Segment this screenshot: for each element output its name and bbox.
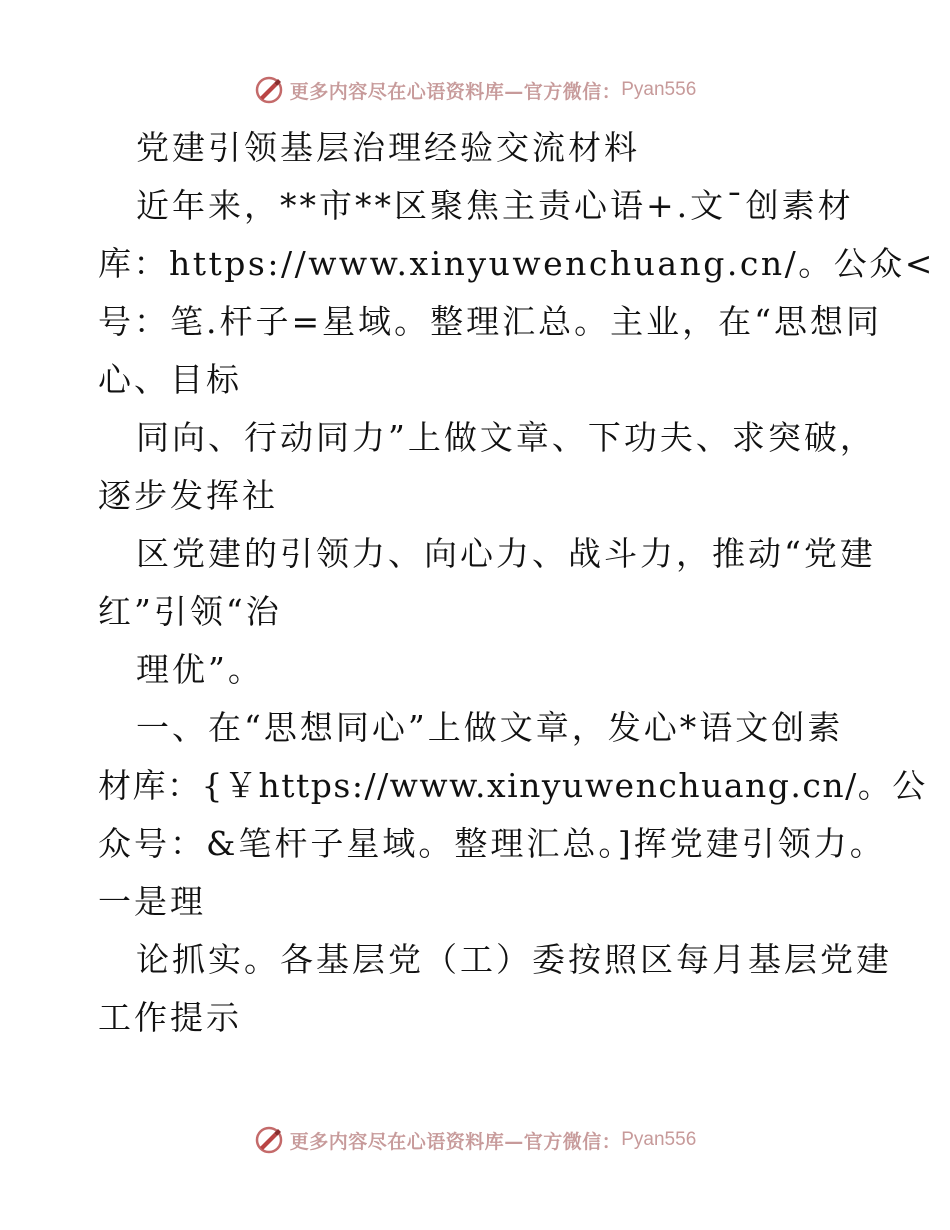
watermark-id: Pyan556 [621,79,697,100]
document-title: 党建引领基层治理经验交流材料 [136,128,640,167]
watermark-text: 更多内容尽在心语资料库—官方微信： [289,1130,622,1153]
pen-logo-icon [254,1125,284,1155]
pen-logo-icon [254,75,284,105]
paragraph-line: 同向、行动同力”上做文章、下功夫、求突破， [136,418,876,457]
paragraph-line: 心、目标 [98,360,242,399]
paragraph-line: 一是理 [98,882,206,921]
paragraph-line: 红”引领“治 [98,592,282,631]
paragraph-line: 库：https://www.xinyuwenchuang.cn/。公众< [98,244,935,283]
paragraph-line: 众号：&笔杆子星域。整理汇总。]挥党建引领力。 [98,824,886,863]
watermark-banner-bottom [0,1120,950,1160]
paragraph-line: 材库：{￥https://www.xinyuwenchuang.cn/。公 [98,766,927,805]
paragraph-line: 论抓实。各基层党（工）委按照区每月基层党建 [136,940,892,979]
paragraph-line: 近年来，**市**区聚焦主责心语+.文¯创素材 [136,186,854,225]
watermark-banner-top [0,70,950,110]
paragraph-line: 区党建的引领力、向心力、战斗力，推动“党建 [136,534,876,573]
paragraph-line: 逐步发挥社 [98,476,278,515]
paragraph-line: 理优”。 [136,650,264,689]
watermark-text: 更多内容尽在心语资料库—官方微信： [289,80,622,103]
section-heading-line: 一、在“思想同心”上做文章，发心*语文创素 [136,708,844,747]
watermark-id: Pyan556 [621,1129,697,1150]
paragraph-line: 工作提示 [98,998,242,1037]
paragraph-line: 号：笔.杆子=星域。整理汇总。主业，在“思想同 [98,302,883,341]
